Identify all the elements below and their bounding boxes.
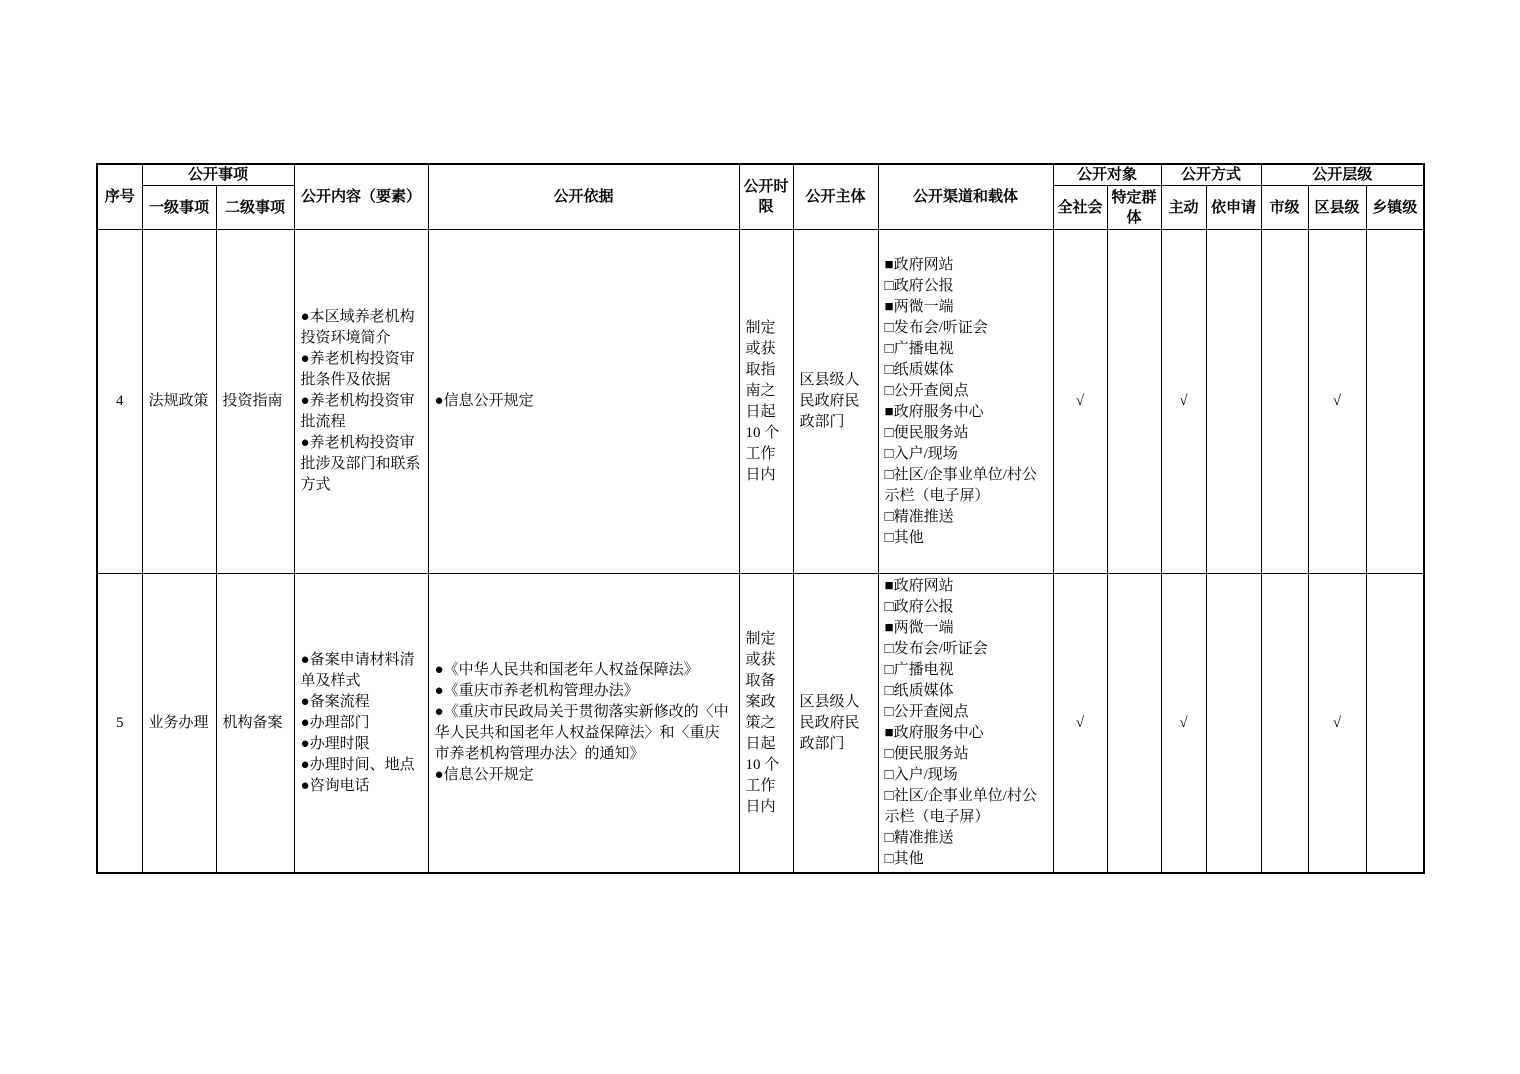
channel-item: □精准推送 bbox=[884, 508, 954, 525]
channel-item: □纸质媒体 bbox=[884, 683, 954, 699]
basis-item: ●《重庆市养老机构管理办法》 bbox=[434, 683, 639, 699]
channel-item: □社区/企事业单位/村公示栏（电子屏） bbox=[884, 788, 1037, 825]
cell-time-limit: 制定或获取备案政策之日起10 个工作日内 bbox=[739, 574, 793, 874]
channel-item: □其他 bbox=[884, 529, 924, 546]
basis-item: ●信息公开规定 bbox=[434, 393, 534, 409]
content-item: ●备案流程 bbox=[300, 693, 370, 710]
disclosure-table bbox=[96, 163, 1425, 874]
cell-channels bbox=[878, 574, 1053, 874]
channel-item: ■两微一端 bbox=[884, 298, 954, 315]
channel-item: □政府公报 bbox=[884, 277, 954, 294]
content-item: ●养老机构投资审批条件及依据 bbox=[300, 351, 415, 388]
cell-check-target-specific bbox=[1107, 574, 1161, 874]
channel-item: □发布会/听证会 bbox=[884, 319, 988, 336]
cell-check-level-city bbox=[1261, 230, 1308, 574]
header-target: 公开对象 bbox=[1053, 164, 1161, 186]
header-content: 公开内容（要素） bbox=[294, 164, 428, 230]
cell-check-target-all: √ bbox=[1053, 230, 1107, 574]
table-body bbox=[97, 230, 1424, 874]
cell-seq: 5 bbox=[97, 574, 142, 874]
header-method-active: 主动 bbox=[1161, 186, 1206, 230]
cell-level1: 业务办理 bbox=[142, 574, 216, 874]
cell-basis bbox=[428, 230, 739, 574]
cell-check-level-district: √ bbox=[1308, 574, 1366, 874]
header-subject: 公开主体 bbox=[793, 164, 878, 230]
content-item: ●养老机构投资审批涉及部门和联系方式 bbox=[300, 435, 421, 493]
header-level-city: 市级 bbox=[1261, 186, 1308, 230]
channel-item: ■两微一端 bbox=[884, 620, 954, 636]
content-item: ●咨询电话 bbox=[300, 777, 370, 794]
header-matter: 公开事项 bbox=[142, 164, 294, 186]
channel-item: □纸质媒体 bbox=[884, 361, 954, 378]
table-row bbox=[97, 230, 1424, 574]
cell-subject: 区县级人民政府民政部门 bbox=[793, 230, 878, 574]
basis-item: ●《中华人民共和国老年人权益保障法》 bbox=[434, 662, 699, 678]
cell-content bbox=[294, 574, 428, 874]
channel-item: □入户/现场 bbox=[884, 445, 958, 462]
header-channels: 公开渠道和载体 bbox=[878, 164, 1053, 230]
header-method-request: 依申请 bbox=[1206, 186, 1261, 230]
cell-check-method-request bbox=[1206, 574, 1261, 874]
cell-check-method-request bbox=[1206, 230, 1261, 574]
content-item: ●办理部门 bbox=[300, 714, 370, 731]
cell-channels bbox=[878, 230, 1053, 574]
header-target-all: 全社会 bbox=[1053, 186, 1107, 230]
cell-check-method-active: √ bbox=[1161, 574, 1206, 874]
header-row-1 bbox=[97, 164, 1424, 186]
cell-seq: 4 bbox=[97, 230, 142, 574]
table-header bbox=[97, 164, 1424, 230]
channel-item: □广播电视 bbox=[884, 340, 954, 357]
channel-item: □精准推送 bbox=[884, 830, 954, 846]
channel-item: ■政府服务中心 bbox=[884, 403, 984, 420]
header-basis: 公开依据 bbox=[428, 164, 739, 230]
cell-time-limit: 制定或获取指南之日起10 个工作日内 bbox=[739, 230, 793, 574]
header-level: 公开层级 bbox=[1261, 164, 1424, 186]
content-item: ●备案申请材料清单及样式 bbox=[300, 651, 415, 689]
cell-subject: 区县级人民政府民政部门 bbox=[793, 574, 878, 874]
cell-check-level-township bbox=[1366, 230, 1424, 574]
cell-check-level-township bbox=[1366, 574, 1424, 874]
cell-check-target-specific bbox=[1107, 230, 1161, 574]
cell-level2: 机构备案 bbox=[216, 574, 294, 874]
channel-item: □便民服务站 bbox=[884, 746, 969, 762]
channel-item: □其他 bbox=[884, 851, 924, 867]
cell-check-method-active: √ bbox=[1161, 230, 1206, 574]
channel-item: □广播电视 bbox=[884, 662, 954, 678]
header-level-township: 乡镇级 bbox=[1366, 186, 1424, 230]
channel-item: □公开查阅点 bbox=[884, 704, 969, 720]
cell-level2: 投资指南 bbox=[216, 230, 294, 574]
cell-content bbox=[294, 230, 428, 574]
cell-check-level-city bbox=[1261, 574, 1308, 874]
header-level1: 一级事项 bbox=[142, 186, 216, 230]
cell-check-target-all: √ bbox=[1053, 574, 1107, 874]
content-item: ●办理时间、地点 bbox=[300, 756, 415, 773]
channel-item: ■政府服务中心 bbox=[884, 725, 984, 741]
channel-item: □政府公报 bbox=[884, 599, 954, 615]
channel-item: □公开查阅点 bbox=[884, 382, 969, 399]
table-row bbox=[97, 574, 1424, 874]
channel-item: ■政府网站 bbox=[884, 578, 954, 594]
channel-item: □便民服务站 bbox=[884, 424, 969, 441]
cell-level1: 法规政策 bbox=[142, 230, 216, 574]
channel-item: □社区/企事业单位/村公示栏（电子屏） bbox=[884, 466, 1037, 504]
channel-item: □入户/现场 bbox=[884, 767, 958, 783]
header-level-district: 区县级 bbox=[1308, 186, 1366, 230]
basis-item: ●信息公开规定 bbox=[434, 767, 534, 783]
header-time-limit: 公开时限 bbox=[739, 164, 793, 230]
cell-basis bbox=[428, 574, 739, 874]
channel-item: ■政府网站 bbox=[884, 256, 954, 273]
header-seq: 序号 bbox=[97, 164, 142, 230]
content-item: ●办理时限 bbox=[300, 735, 370, 752]
header-level2: 二级事项 bbox=[216, 186, 294, 230]
channel-item: □发布会/听证会 bbox=[884, 641, 988, 657]
header-method: 公开方式 bbox=[1161, 164, 1261, 186]
content-item: ●本区域养老机构投资环境简介 bbox=[300, 309, 415, 346]
cell-check-level-district: √ bbox=[1308, 230, 1366, 574]
content-item: ●养老机构投资审批流程 bbox=[300, 393, 415, 430]
header-target-specific: 特定群体 bbox=[1107, 186, 1161, 230]
basis-item: ●《重庆市民政局关于贯彻落实新修改的〈中华人民共和国老年人权益保障法〉和〈重庆市养老机构管理办法〉的通知》 bbox=[434, 704, 729, 762]
